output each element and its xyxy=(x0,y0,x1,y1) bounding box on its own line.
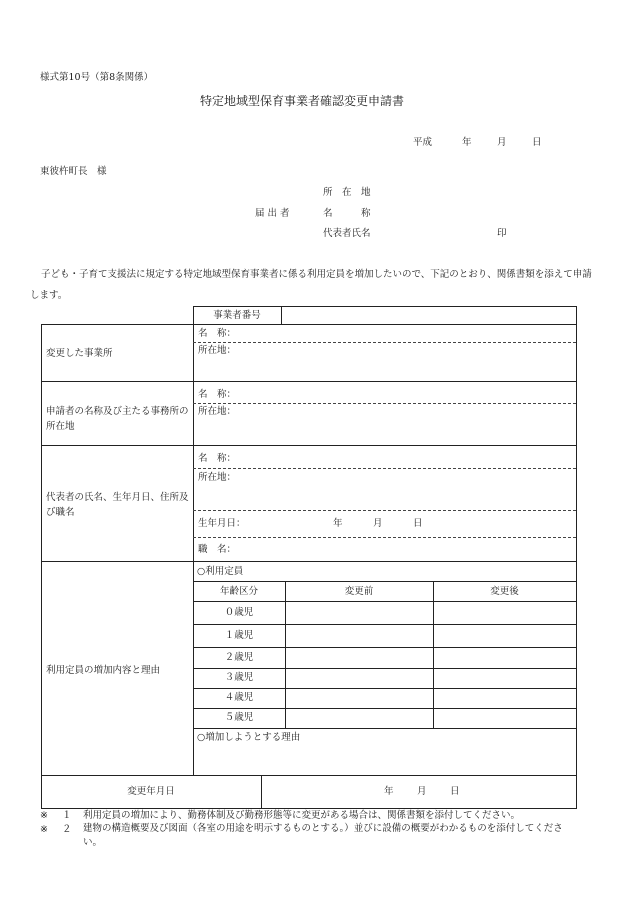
capacity-after-2[interactable] xyxy=(436,649,574,666)
capacity-before-0[interactable] xyxy=(288,603,431,622)
increase-reason-label: ○増加しようとする理由 xyxy=(197,732,301,743)
change-date-day-unit: 日 xyxy=(450,786,460,797)
seal-mark: 印 xyxy=(497,228,507,239)
age-label-3: ３歳児 xyxy=(224,672,254,683)
representative-address-label: 所在地： xyxy=(198,472,237,483)
applicant-address-label: 所 在 地 xyxy=(323,187,371,198)
applicant-label: 届 出 者 xyxy=(255,208,290,219)
document-title: 特定地域型保育事業者確認変更申請書 xyxy=(200,94,405,108)
row-label-applicant-info: 申請者の名称及び主たる事務所の所在地 xyxy=(46,406,189,432)
birth-day-unit: 日 xyxy=(413,518,423,529)
capacity-after-3[interactable] xyxy=(436,670,574,686)
representative-name-label: 名 称： xyxy=(198,453,237,464)
row-label-changed-office: 変更した事業所 xyxy=(46,348,113,359)
birth-year-unit: 年 xyxy=(333,518,343,529)
note-2-number: ２ xyxy=(62,824,72,835)
applicant-info-name-label: 名 称： xyxy=(198,389,237,400)
capacity-after-0[interactable] xyxy=(436,603,574,622)
representative-name-field[interactable] xyxy=(245,448,573,466)
capacity-after-1[interactable] xyxy=(436,626,574,645)
row-label-representative: 代表者の氏名、生年月日、住所及び職名 xyxy=(46,492,189,518)
birth-month-unit: 月 xyxy=(373,518,383,529)
date-era: 平成 xyxy=(413,137,433,148)
changed-office-name-label: 名 称： xyxy=(198,328,237,339)
capacity-heading: ○利用定員 xyxy=(197,566,244,577)
applicant-info-address-label: 所在地： xyxy=(198,406,237,417)
note-2-mark: ※ xyxy=(40,824,48,835)
capacity-col-before: 変更前 xyxy=(344,586,374,597)
age-label-2: ２歳児 xyxy=(224,652,254,663)
body-text: 子ども・子育て支援法に規定する特定地域型保育事業者に係る利用定員を増加したいので、下記のとおり、関係書類を添えて申請します。 xyxy=(30,269,592,301)
business-number-field[interactable] xyxy=(284,307,573,323)
note-2-text: 建物の構造概要及び図面（各室の用途を明示するものとする。）並びに設備の概要がわかるものを添付してください。 xyxy=(83,823,563,848)
change-date-label: 変更年月日 xyxy=(127,786,175,797)
changed-office-address-field[interactable] xyxy=(245,344,573,379)
applicant-name-label: 名 称 xyxy=(323,208,371,219)
capacity-col-after: 変更後 xyxy=(490,586,519,597)
representative-birth-field[interactable] xyxy=(260,513,573,535)
applicant-info-address-field[interactable] xyxy=(245,405,573,443)
representative-post-label: 職 名： xyxy=(198,544,237,555)
note-1-text: 利用定員の増加により、勤務体制及び勤務形態等に変更がある場合は、関係書類を添付してください。 xyxy=(83,810,521,821)
age-label-0: ０歳児 xyxy=(224,607,254,618)
capacity-col-age: 年齢区分 xyxy=(219,586,258,597)
form-number: 様式第10号（第8条関係） xyxy=(40,72,154,83)
note-1-number: １ xyxy=(62,810,72,821)
representative-post-field[interactable] xyxy=(245,540,573,559)
change-date-month-unit: 月 xyxy=(417,786,427,797)
capacity-after-5[interactable] xyxy=(436,710,574,726)
date-month: 月 xyxy=(497,137,507,148)
row-label-capacity-increase: 利用定員の増加内容と理由 xyxy=(46,665,161,676)
applicant-info-name-field[interactable] xyxy=(245,384,573,401)
addressee: 東彼杵町長 様 xyxy=(40,166,107,177)
date-year: 年 xyxy=(462,137,472,148)
capacity-after-4[interactable] xyxy=(436,690,574,706)
representative-address-field[interactable] xyxy=(245,471,573,508)
change-date-year-unit: 年 xyxy=(384,786,394,797)
age-label-4: ４歳児 xyxy=(224,692,254,703)
change-date-field[interactable] xyxy=(264,778,574,806)
capacity-before-4[interactable] xyxy=(288,690,431,706)
capacity-before-5[interactable] xyxy=(288,710,431,726)
increase-reason-field[interactable] xyxy=(197,747,573,773)
changed-office-name-field[interactable] xyxy=(245,326,573,340)
applicant-representative-label: 代表者氏名 xyxy=(323,228,371,239)
age-label-1: １歳児 xyxy=(224,630,254,641)
representative-birth-label: 生年月日： xyxy=(198,518,246,529)
capacity-before-3[interactable] xyxy=(288,670,431,686)
business-number-label: 事業者番号 xyxy=(213,310,261,321)
age-label-5: ５歳児 xyxy=(224,712,254,723)
capacity-before-2[interactable] xyxy=(288,649,431,666)
date-day: 日 xyxy=(532,137,542,148)
capacity-before-1[interactable] xyxy=(288,626,431,645)
changed-office-address-label: 所在地： xyxy=(198,345,237,356)
note-1-mark: ※ xyxy=(40,810,48,821)
